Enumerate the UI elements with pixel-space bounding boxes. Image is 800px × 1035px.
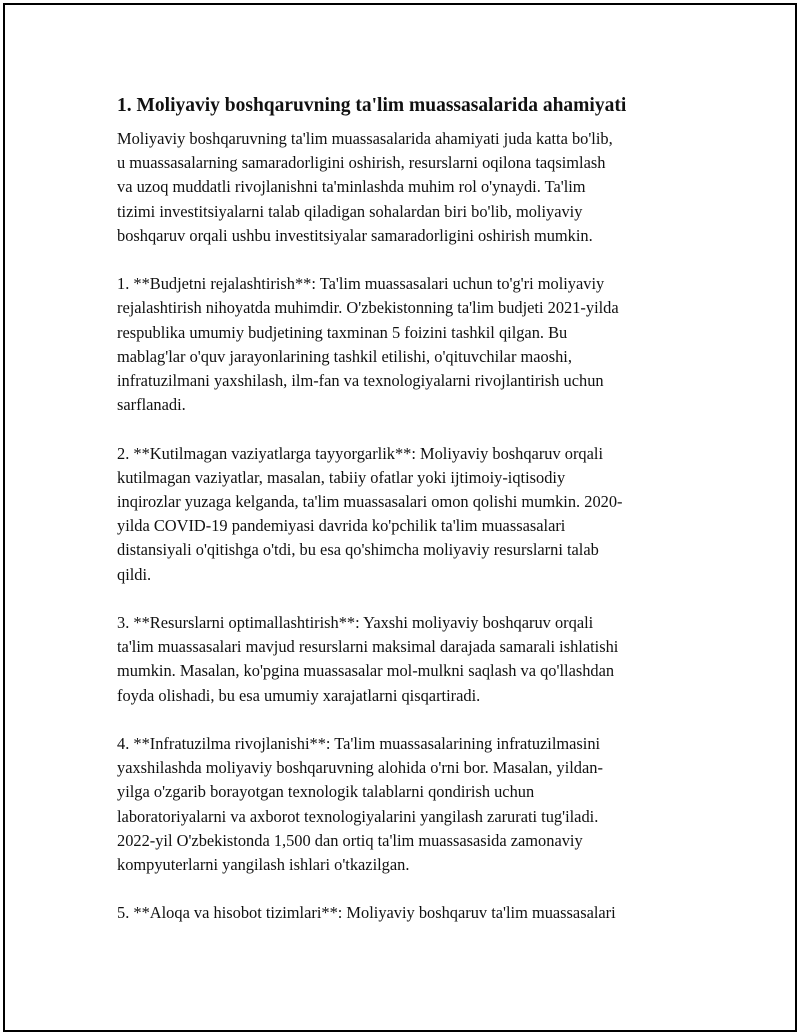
text-line: 5. **Aloqa va hisobot tizimlari**: Moliyaviy boshqaruv ta'lim muassasalari [117, 903, 616, 923]
text-line: tizimi investitsiyalarni talab qiladigan sohalardan biri bo'lib, moliyaviy [117, 201, 583, 221]
text-line: foyda olishadi, bu esa umumiy xarajatlarni qisqartiradi. [117, 685, 481, 705]
paragraph-resource-optimization [117, 611, 692, 708]
text-line: infratuzilmani yaxshilash, ilm-fan va texnologiyalarni rivojlantirish uchun [117, 371, 604, 391]
text-line: kompyuterlarni yangilash ishlari o'tkazilgan. [117, 855, 410, 875]
text-line: 2. **Kutilmagan vaziyatlarga tayyorgarlik**: Moliyaviy boshqaruv orqali [117, 443, 603, 463]
text-line: va uzoq muddatli rivojlanishni ta'minlashda muhim rol o'ynaydi. Ta'lim [117, 177, 586, 197]
document-body [117, 93, 692, 950]
paragraph-budget-planning [117, 272, 692, 417]
paragraph-intro [117, 127, 692, 248]
text-line: mumkin. Masalan, ko'pgina muassasalar mol-mulkni saqlash va qo'llashdan [117, 661, 615, 681]
paragraph-infrastructure [117, 732, 692, 877]
text-line: yilda COVID-19 pandemiyasi davrida ko'pchilik ta'lim muassasalari [117, 516, 566, 536]
text-line: u muassasalarning samaradorligini oshirish, resurslarni oqilona taqsimlash [117, 153, 606, 173]
text-line: ta'lim muassasalari mavjud resurslarni maksimal darajada samarali ishlatishi [117, 637, 619, 657]
paragraph-emergency-preparedness [117, 442, 692, 587]
text-line: rejalashtirish nihoyatda muhimdir. O'zbekistonning ta'lim budjeti 2021-yilda [117, 298, 619, 318]
text-line: Moliyaviy boshqaruvning ta'lim muassasalarida ahamiyati juda katta bo'lib, [117, 129, 613, 148]
document-title: 1. Moliyaviy boshqaruvning ta'lim muassasalarida ahamiyati [117, 95, 627, 116]
text-line: 2022-yil O'zbekistonda 1,500 dan ortiq ta'lim muassasasida zamonaviy [117, 830, 583, 850]
text-line: 1. **Budjetni rejalashtirish**: Ta'lim muassasalari uchun to'g'ri moliyaviy [117, 274, 605, 294]
text-line: boshqaruv orqali ushbu investitsiyalar samaradorligini oshirish mumkin. [117, 225, 593, 245]
text-line: 3. **Resurslarni optimallashtirish**: Yaxshi moliyaviy boshqaruv orqali [117, 613, 594, 633]
text-line: respublika umumiy budjetining taxminan 5 foizini tashkil qilgan. Bu [117, 322, 568, 342]
text-line: qildi. [117, 564, 152, 584]
text-line: mablag'lar o'quv jarayonlarining tashkil etilishi, o'qituvchilar maoshi, [117, 346, 572, 366]
text-line: laboratoriyalarni va axborot texnologiyalarini yangilash zarurati tug'iladi. [117, 806, 599, 826]
text-line: kutilmagan vaziyatlar, masalan, tabiiy ofatlar yoki ijtimoiy-iqtisodiy [117, 467, 566, 487]
text-line: 4. **Infratuzilma rivojlanishi**: Ta'lim muassasalarining infratuzilmasini [117, 734, 601, 754]
text-line: distansiyali o'qitishga o'tdi, bu esa qo'shimcha moliyaviy resurslarni talab [117, 540, 599, 560]
text-line: sarflanadi. [117, 395, 186, 415]
text-line: yilga o'zgarib borayotgan texnologik talablarni qondirish uchun [117, 782, 535, 802]
text-line: yaxshilashda moliyaviy boshqaruvning alohida o'rni bor. Masalan, yildan- [117, 758, 603, 778]
paragraph-communication-reporting [117, 901, 692, 925]
text-line: inqirozlar yuzaga kelganda, ta'lim muassasalari omon qolishi mumkin. 2020- [117, 492, 623, 512]
